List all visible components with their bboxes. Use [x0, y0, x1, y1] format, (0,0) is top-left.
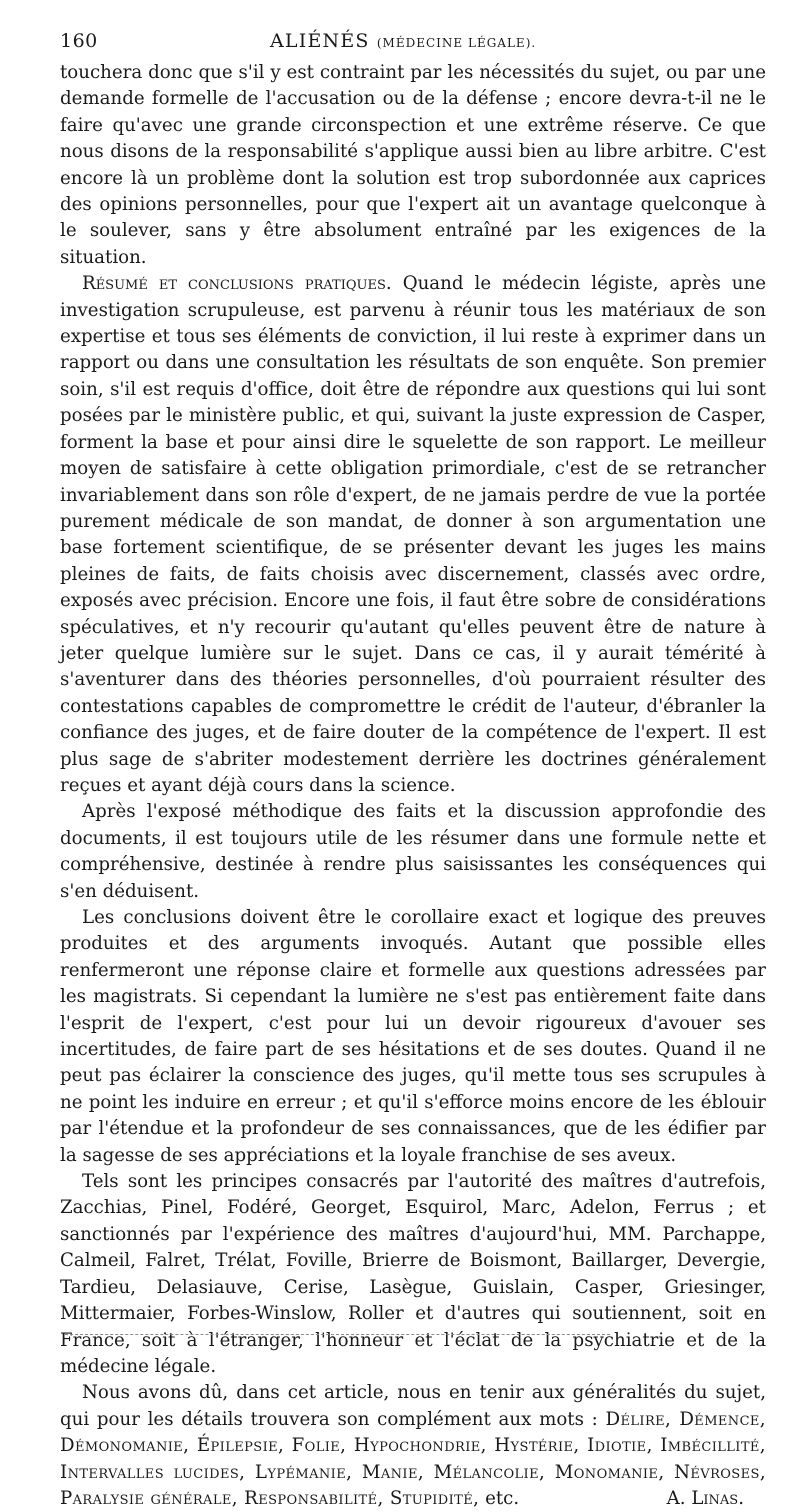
running-title [270, 30, 536, 52]
paragraph-summary-text: Quand le médecin légiste, après une investigation scrupuleuse, est parvenu à réunir tous les matériaux de son expertise et tous ses éléments de conviction, il lui reste à exprimer dans un rapport ou dans une consultation les résultats de son enquête. Son premier soin, s'il est requis d'office, doit être de répondre aux questions qui lui sont posées par le ministère public, et qui, suivant la juste expression de Casper, forment la base et pour ainsi dire le squelette de son rapport. Le meilleur moyen de satisfaire à cette obligation primordiale, c'est de se retrancher invariablement dans son rôle d'expert, de ne jamais perdre de vue la portée purement médicale de son mandat, de donner à son argumentation une base fortement scientifique, de se présenter devant les juges les mains pleines de faits, de faits choisis avec discernement, classés avec ordre, exposés avec précision. Encore une fois, il faut être sobre de considérations spéculatives, et n'y recourir qu'autant qu'elles peuvent être de nature à jeter quelque lumière sur le sujet. Dans ce cas, il y aurait témérité à s'aventurer dans des théories personnelles, d'où pourraient résulter des contestations capables de compromettre le crédit de l'auteur, d'ébranler la confiance des juges, et de faire douter de la compétence de l'expert. Il est plus sage de s'abriter modestement derrière les doctrines généralement reçues et ayant déjà cours dans la science. [60, 273, 766, 796]
paragraph-cross-references [60, 1380, 766, 1512]
page-header [60, 30, 766, 60]
cross-references-etc: etc. [485, 1487, 520, 1509]
page-number: 160 [60, 30, 98, 52]
running-title-sub: (MÉDECINE LÉGALE). [376, 36, 537, 50]
article-body [60, 60, 766, 1512]
cross-references-intro: Nous avons dû, dans cet article, nous en tenir aux généralités du sujet, qui pour les détails trouvera son complément aux mots : [60, 1382, 766, 1430]
paragraph-methodical-exposition: Après l'exposé méthodique des faits et la discussion approfondie des documents, il est toujours utile de les résumer dans une formule nette et compréhensive, destinée à rendre plus saisissantes les conséquences qui s'en déduisent. [60, 801, 766, 902]
section-heading: Résumé et conclusions pratiques. [82, 273, 392, 295]
page [60, 30, 766, 1512]
paragraph-summary [60, 271, 766, 799]
running-title-main: ALIÉNÉS [270, 30, 370, 52]
cross-references-list: Délire, Démence, Démonomanie, Épilepsie, Folie, Hypochondrie, Hystérie, Idiotie, Imbécillité, Intervalles lucides, Lypémanie, Manie, Mélancolie, Monomanie, Névroses, Paralysie générale, Responsabilité, Stupidité, [60, 1408, 766, 1509]
paragraph-continuation: touchera donc que s'il y est contraint par les nécessités du sujet, ou par une demande formelle de l'accusation ou de la défense ; encore devra-t-il ne le faire qu'avec une grande circonspection et une extrême réserve. Ce que nous disons de la responsabilité s'applique aussi bien au libre arbitre. C'est encore là un problème dont la solution est trop subordonnée aux caprices des opinions personnelles, pour que l'expert ait un avantage quelconque à le soulever, sans y être absolument entraîné par les exigences de la situation. [60, 62, 766, 268]
bottom-divider [65, 1334, 610, 1335]
paragraph-conclusions: Les conclusions doivent être le corollaire exact et logique des preuves produites et des arguments invoqués. Autant que possible elles renfermeront une réponse claire et formelle aux questions adressées par les magistrats. Si cependant la lumière ne s'est pas entièrement faite dans l'esprit de l'expert, c'est pour lui un devoir rigoureux d'avouer ses incertitudes, de faire part de ses hésitations et de ses doutes. Quand il ne peut pas éclairer la conscience des juges, qu'il mette tous ses scrupules à ne point les induire en erreur ; et qu'il s'efforce moins encore de les éblouir par l'étendue et la profondeur de ses connaissances, que de les édifier par la sagesse de ses appréciations et la loyale franchise de ses aveux. [60, 907, 766, 1166]
paragraph-principles: Tels sont les principes consacrés par l'autorité des maîtres d'autrefois, Zacchias, Pinel, Fodéré, Georget, Esquirol, Marc, Adelon, Ferrus ; et sanctionnés par l'expérience des maîtres d'aujourd'hui, MM. Parchappe, Calmeil, Falret, Trélat, Foville, Brierre de Boismont, Baillarger, Devergie, Tardieu, Delasiauve, Cerise, Lasègue, Guislain, Casper, Griesinger, Mittermaier, Forbes-Winslow, Roller et d'autres qui soutiennent, soit en France, soit à l'étranger, l'honneur et l'éclat de la psychiatrie et de la médecine légale. [60, 1171, 766, 1377]
author-signature: A. Linas. [666, 1487, 744, 1509]
